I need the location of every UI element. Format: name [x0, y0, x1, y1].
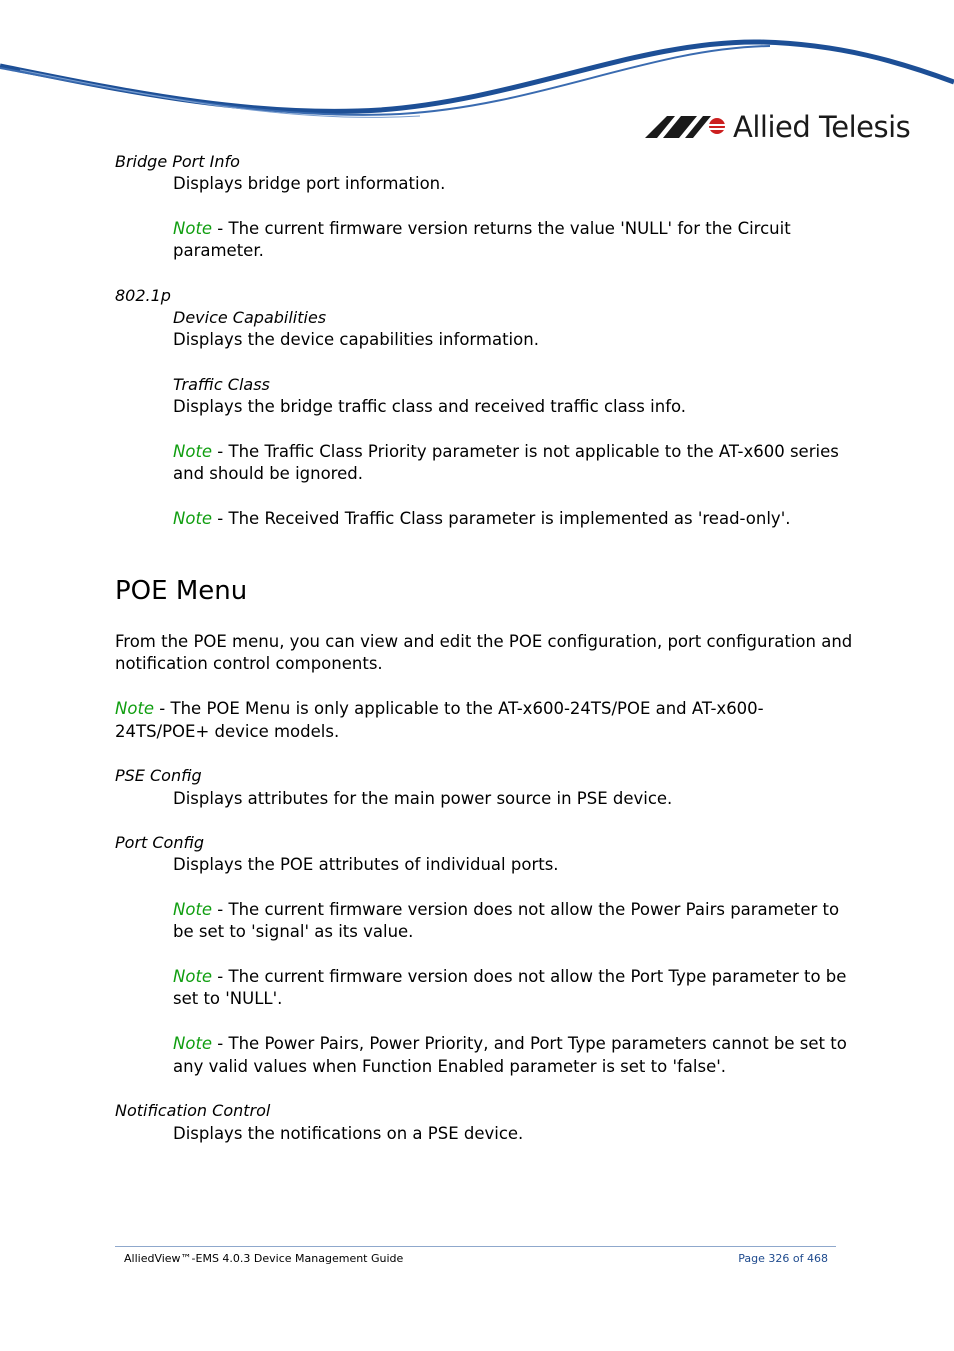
traffic-class-note-2 [173, 508, 790, 531]
port-config-note-3-cont: any valid values when Function Enabled parameter is set to 'false'. [173, 1057, 727, 1076]
note-text: - The POE Menu is only applicable to the AT-x600-24TS/POE and AT-x600- [154, 699, 764, 718]
bridge-note-cont: parameter. [173, 241, 264, 260]
port-config-note-2-cont: set to 'NULL'. [173, 989, 283, 1008]
device-capabilities-description: Displays the device capabilities information. [173, 330, 539, 349]
section-heading-802-1p: 802.1p [115, 286, 171, 305]
poe-intro-cont: notification control components. [115, 654, 383, 673]
footer-divider [115, 1246, 836, 1247]
port-config-note-1-cont: be set to 'signal' as its value. [173, 922, 414, 941]
brand-name: Allied Telesis [733, 110, 911, 144]
brand-logo [645, 108, 911, 148]
note-text: - The current firmware version does not allow the Power Pairs parameter to [212, 900, 840, 919]
note-text: - The Power Pairs, Power Priority, and Port Type parameters cannot be set to [212, 1034, 847, 1053]
bridge-port-description: Displays bridge port information. [173, 174, 446, 193]
note-label: Note [173, 1034, 213, 1053]
section-heading-pse-config: PSE Config [115, 766, 202, 785]
note-label: Note [173, 900, 213, 919]
section-heading-notification-control: Notification Control [115, 1101, 271, 1120]
section-heading-port-config: Port Config [115, 833, 204, 852]
traffic-class-note-1 [173, 441, 839, 464]
port-config-note-3 [173, 1033, 847, 1056]
bridge-note [173, 218, 791, 241]
note-label: Note [173, 509, 213, 528]
note-label: Note [173, 219, 213, 238]
port-config-note-1 [173, 899, 839, 922]
pse-config-description: Displays attributes for the main power source in PSE device. [173, 789, 673, 808]
poe-note-cont: 24TS/POE+ device models. [115, 722, 340, 741]
note-text: - The current firmware version returns the value 'NULL' for the Circuit [212, 219, 791, 238]
poe-intro: From the POE menu, you can view and edit the POE configuration, port configuration and [115, 632, 853, 651]
note-label: Note [173, 442, 213, 461]
allied-telesis-mark-icon [645, 110, 729, 144]
port-config-note-2 [173, 966, 846, 989]
footer-guide-title: AlliedView™-EMS 4.0.3 Device Management Guide [124, 1252, 404, 1265]
subheading-device-capabilities: Device Capabilities [173, 308, 327, 327]
note-label: Note [115, 699, 155, 718]
notification-control-description: Displays the notifications on a PSE device. [173, 1124, 524, 1143]
footer-page-number: Page 326 of 468 [738, 1252, 828, 1265]
note-text: - The Traffic Class Priority parameter is not applicable to the AT-x600 series [212, 442, 839, 461]
poe-note [115, 698, 764, 721]
traffic-class-note-1-cont: and should be ignored. [173, 464, 363, 483]
page-title-poe-menu: POE Menu [115, 576, 248, 606]
port-config-description: Displays the POE attributes of individual ports. [173, 855, 559, 874]
section-heading-bridge-port-info: Bridge Port Info [115, 152, 240, 171]
note-text: - The current firmware version does not allow the Port Type parameter to be [212, 967, 847, 986]
traffic-class-description: Displays the bridge traffic class and received traffic class info. [173, 397, 687, 416]
subheading-traffic-class: Traffic Class [173, 375, 270, 394]
note-text: - The Received Traffic Class parameter is implemented as 'read-only'. [212, 509, 791, 528]
note-label: Note [173, 967, 213, 986]
